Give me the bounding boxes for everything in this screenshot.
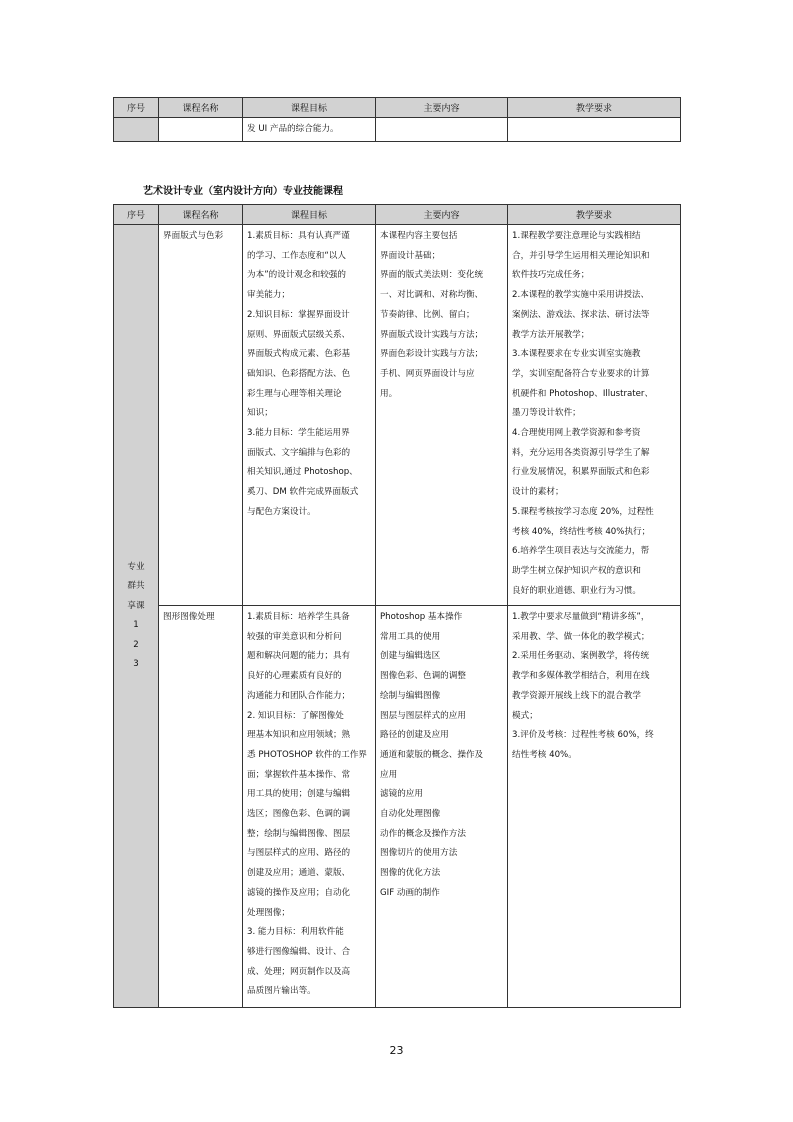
table-header-row: [114, 98, 681, 118]
course-name-cell: 界面版式与色彩: [159, 225, 243, 606]
table-row: [114, 606, 681, 1008]
teaching-req-cell: 1.课程教学要注意理论与实践相结 合，并引导学生运用相关理论知识和 软件技巧完成任务； 2.本课程的教学实施中采用讲授法、 案例法、游戏法、探求法、研讨法等 教学方法开展教学； 3.本课程要求在专业实训室实施教 学，实训室配备符合专业要求的计算 机硬件和 Photoshop、Illustrater、 墨刀等设计软件； 4.合理使用网上教学资源和参考资 料，充分运用各类资源引导学生了解 行业发展情况，积累界面版式和色彩 设计的素材； 5.课程考核按学习态度 20%，过程性 考核 40%，终结性考核 40%执行； 6.培养学生项目表达与交流能力，帮 助学生树立保护知识产权的意识和 良好的职业道德、职业行为习惯。: [508, 225, 681, 606]
main-content-cell: [376, 118, 508, 142]
header-course-goal: 课程目标: [243, 205, 376, 225]
header-seq: 序号: [114, 98, 159, 118]
table-row: [114, 118, 681, 142]
header-course-goal: 课程目标: [243, 98, 376, 118]
course-name-cell: 图形图像处理: [159, 606, 243, 1008]
course-goal-cell: 发 UI 产品的综合能力。: [243, 118, 376, 142]
course-name-cell: [159, 118, 243, 142]
header-seq: 序号: [114, 205, 159, 225]
header-teaching-req: 教学要求: [508, 98, 681, 118]
seq-cell: [114, 118, 159, 142]
table-header-row: [114, 205, 681, 225]
header-main-content: 主要内容: [376, 98, 508, 118]
section-title: 艺术设计专业（室内设计方向）专业技能课程: [143, 186, 343, 197]
header-main-content: 主要内容: [376, 205, 508, 225]
main-content-cell: 本课程内容主要包括 界面设计基础； 界面的版式美法则：变化统 一、对比调和、对称均衡、 节奏韵律、比例、留白； 界面版式设计实践与方法； 界面色彩设计实践与方法； 手机、网页界面设计与应 用。: [376, 225, 508, 606]
course-goal-cell: 1.素质目标：培养学生具备 较强的审美意识和分析问 题和解决问题的能力；具有 良好的心理素质有良好的 沟通能力和团队合作能力； 2. 知识目标：了解图像处 理基本知识和应用领域；熟 悉 PHOTOSHOP 软件的工作界 面；掌握软件基本操作、常 用工具的使用；创建与编辑 选区；图像色彩、色调的调 整；绘制与编辑图像、图层 与图层样式的应用、路径的 创建及应用；通道、蒙版、 滤镜的操作及应用；自动化 处理图像； 3. 能力目标：利用软件能 够进行图像编辑、设计、合 成、处理；网页制作以及高 品质图片输出等。: [243, 606, 376, 1008]
page-number: 23: [389, 1044, 404, 1057]
group-label-line: 享课: [127, 600, 145, 611]
table-row: [114, 225, 681, 606]
teaching-req-cell: 1.教学中要求尽量做到“精讲多练”， 采用教、学、做一体化的教学模式； 2.采用任务驱动、案例教学，将传统 教学和多媒体教学相结合，利用在线 教学资源开展线上线下的混合教学 模式； 3.评价及考核：过程性考核 60%，终 结性考核 40%。: [508, 606, 681, 1008]
main-content-cell: Photoshop 基本操作 常用工具的使用 创建与编辑选区 图像色彩、色调的调整 绘制与编辑图像 图层与图层样式的应用 路径的创建及应用 通道和蒙版的概念、操作及 应用 滤镜的应用 自动化处理图像 动作的概念及操作方法 图像切片的使用方法 图像的优化方法 GIF 动画的制作: [376, 606, 508, 1008]
group-label-line: 3: [133, 659, 139, 669]
group-label-cell: [114, 225, 159, 1008]
course-goal-cell: 1.素质目标：具有认真严谨 的学习、工作态度和“以人 为本”的设计观念和较强的 审美能力； 2.知识目标：掌握界面设计 原则、界面版式层级关系、 界面版式构成元素、色彩基 础知识、色彩搭配方法、色 彩生理与心理等相关理论 知识； 3.能力目标：学生能运用界 面版式、文字编排与色彩的 相关知识,通过 Photoshop、 奚刀、DM 软件完成界面版式 与配色方案设计。: [243, 225, 376, 606]
header-course-name: 课程名称: [159, 205, 243, 225]
teaching-req-cell: [508, 118, 681, 142]
group-label-line: 1: [133, 620, 139, 630]
group-label-line: 2: [133, 639, 139, 650]
skill-course-table: [113, 204, 681, 1008]
group-label-line: 群共: [127, 581, 145, 591]
continuation-table: [113, 97, 681, 142]
header-teaching-req: 教学要求: [508, 205, 681, 225]
group-label-line: 专业: [127, 561, 145, 572]
header-course-name: 课程名称: [159, 98, 243, 118]
